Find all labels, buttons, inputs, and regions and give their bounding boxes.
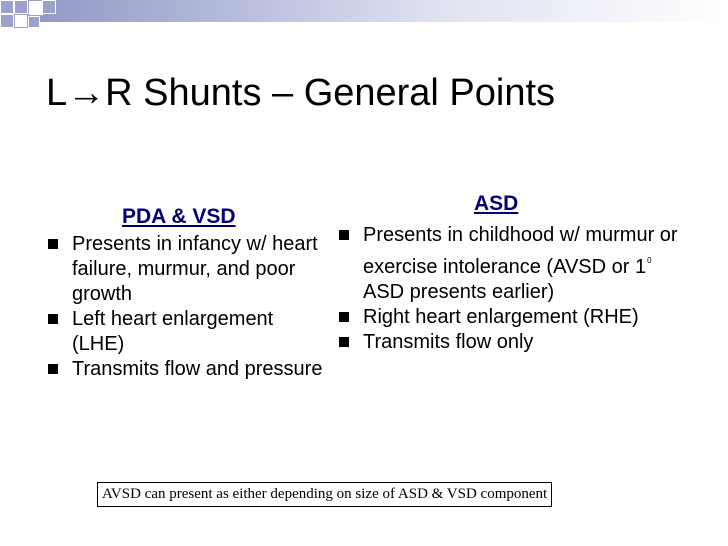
left-column-heading: PDA & VSD (122, 205, 236, 228)
decorative-square (42, 0, 56, 14)
bullet-text: ASD presents earlier) (363, 281, 555, 303)
decorative-square (0, 0, 14, 14)
left-bullet-list (46, 232, 326, 382)
decorative-square (0, 14, 14, 28)
footnote-box: AVSD can present as either depending on size of ASD & VSD component (97, 482, 552, 507)
bullet-text: Presents in childhood w/ murmur or exercise intolerance (AVSD or 1 (363, 224, 678, 278)
superscript-text: 0 (647, 256, 652, 265)
list-item: Transmits flow and pressure (46, 357, 326, 382)
slide-title: L→R Shunts – General Points (46, 72, 556, 114)
right-column-heading: ASD (474, 192, 519, 215)
list-item: Left heart enlargement (LHE) (46, 307, 326, 357)
decorative-square (28, 16, 40, 28)
right-bullet-list (337, 223, 682, 355)
decorative-square (14, 14, 28, 28)
list-item (337, 223, 682, 305)
list-item: Transmits flow only (337, 330, 682, 355)
list-item: Presents in infancy w/ heart failure, murmur, and poor growth (46, 232, 326, 307)
decorative-top-bar (0, 0, 728, 22)
decorative-square (14, 0, 28, 14)
list-item: Right heart enlargement (RHE) (337, 305, 682, 330)
